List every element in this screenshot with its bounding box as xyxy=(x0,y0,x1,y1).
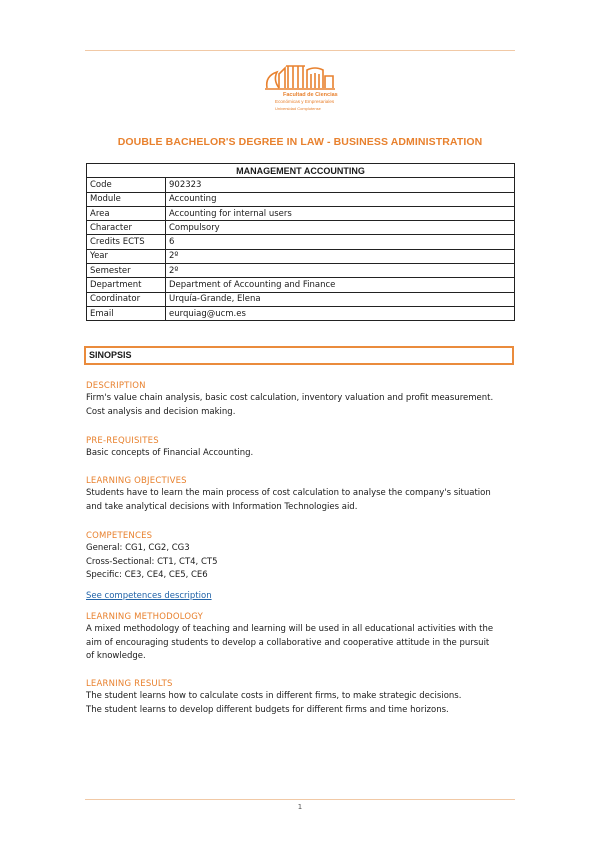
results-section xyxy=(86,678,516,717)
row-key: Area xyxy=(87,206,166,220)
footer-rule xyxy=(85,799,515,800)
faculty-logo xyxy=(255,58,345,116)
table-header: MANAGEMENT ACCOUNTING xyxy=(87,164,515,178)
table-row xyxy=(87,306,515,320)
page-number: 1 xyxy=(297,803,303,811)
section-text: aim of encouraging students to develop a collaborative and cooperative attitude in the pursuit xyxy=(86,637,490,648)
row-value: 2º xyxy=(166,249,515,263)
logo-line-1: Facultad de Ciencias xyxy=(283,92,338,98)
logo-line-3: Universidad Complutense xyxy=(275,106,321,111)
row-key: Year xyxy=(87,249,166,263)
row-value: Urquía-Grande, Elena xyxy=(166,292,515,306)
row-value: Department of Accounting and Finance xyxy=(166,278,515,292)
section-text: The student learns how to calculate costs in different firms, to make strategic decisions. xyxy=(86,691,462,701)
section-text: and take analytical decisions with Information Technologies aid. xyxy=(86,501,358,512)
competences-section xyxy=(86,530,516,603)
row-value: 2º xyxy=(166,264,515,278)
section-heading: LEARNING METHODOLOGY xyxy=(86,612,204,622)
row-value: 6 xyxy=(166,235,515,249)
logo-line-2: Económicas y Empresariales xyxy=(275,99,335,104)
row-key: Email xyxy=(87,306,166,320)
methodology-section xyxy=(86,611,516,664)
row-value: eurquiag@ucm.es xyxy=(166,306,515,320)
section-text: Basic concepts of Financial Accounting. xyxy=(86,448,254,458)
row-key: Semester xyxy=(87,264,166,278)
row-key: Coordinator xyxy=(87,292,166,306)
row-value: Accounting xyxy=(166,192,515,206)
table-row xyxy=(87,206,515,220)
prerequisites-section xyxy=(86,435,516,461)
document-title: DOUBLE BACHELOR'S DEGREE IN LAW - BUSINESS ADMINISTRATION xyxy=(117,136,483,148)
section-heading: PRE-REQUISITES xyxy=(86,436,159,446)
section-text: The student learns to develop different budgets for different firms and time horizons. xyxy=(86,704,449,715)
row-key: Module xyxy=(87,192,166,206)
section-text: Cost analysis and decision making. xyxy=(86,406,236,417)
table-row xyxy=(87,249,515,263)
section-text: Firm's value chain analysis, basic cost calculation, inventory valuation and profit measurement. xyxy=(86,393,494,403)
table-row xyxy=(87,264,515,278)
section-text: Students have to learn the main process of cost calculation to analyse the company's situation xyxy=(86,488,491,498)
table-row xyxy=(87,292,515,306)
row-value: Compulsory xyxy=(166,221,515,235)
row-key: Code xyxy=(87,178,166,192)
section-heading: COMPETENCES xyxy=(86,531,153,541)
table-row xyxy=(87,178,515,192)
row-key: Credits ECTS xyxy=(87,235,166,249)
section-text: A mixed methodology of teaching and learning will be used in all educational activities with the xyxy=(86,624,494,634)
row-key: Department xyxy=(87,278,166,292)
section-text: Specific: CE3, CE4, CE5, CE6 xyxy=(86,570,208,580)
section-heading: LEARNING OBJECTIVES xyxy=(86,476,187,486)
table-row xyxy=(87,192,515,206)
description-section xyxy=(86,380,516,419)
table-row xyxy=(87,221,515,235)
section-text: of knowledge. xyxy=(86,651,146,661)
competences-description-link[interactable]: See competences description xyxy=(86,590,212,601)
objectives-section xyxy=(86,475,516,514)
table-row xyxy=(87,235,515,249)
row-key: Character xyxy=(87,221,166,235)
section-heading: DESCRIPTION xyxy=(86,381,146,391)
row-value: Accounting for internal users xyxy=(166,206,515,220)
row-value: 902323 xyxy=(166,178,515,192)
section-text: Cross-Sectional: CT1, CT4, CT5 xyxy=(86,556,218,567)
section-heading: LEARNING RESULTS xyxy=(86,679,173,689)
sinopsis-heading: SINOPSIS xyxy=(84,346,514,365)
header-rule xyxy=(85,50,515,51)
section-text: General: CG1, CG2, CG3 xyxy=(86,543,190,553)
course-info-table xyxy=(86,163,515,321)
table-row xyxy=(87,278,515,292)
